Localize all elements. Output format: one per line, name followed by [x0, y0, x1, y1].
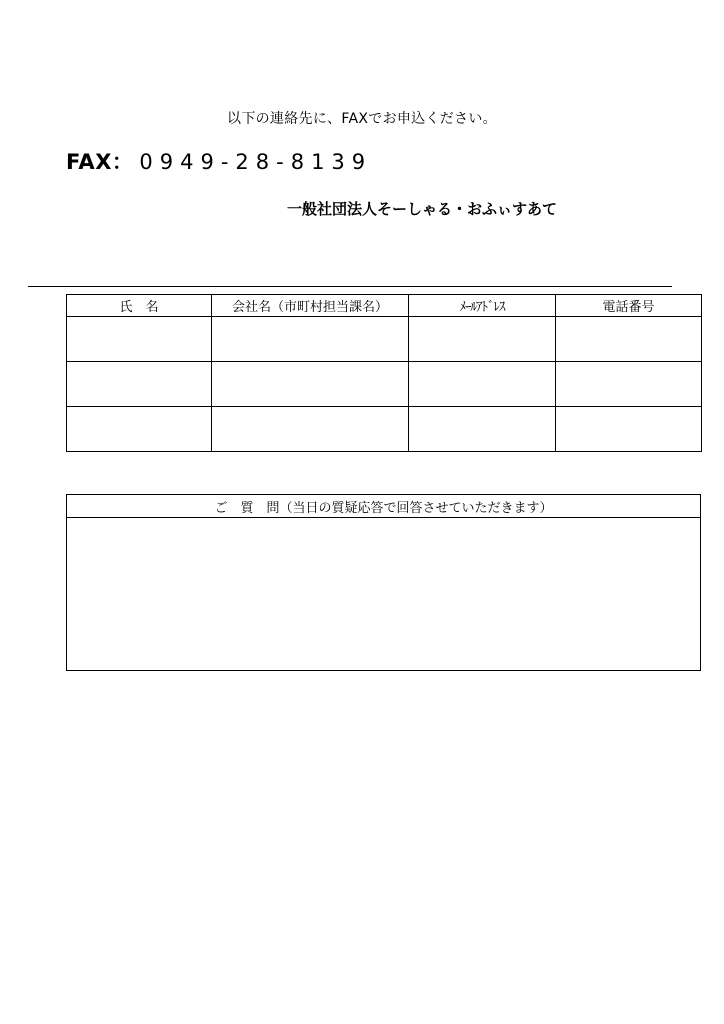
header-phone: 電話番号	[556, 295, 702, 317]
organization-name: 一般社団法人そーしゃる・おふぃすあて	[287, 200, 558, 218]
table-row	[67, 317, 702, 362]
fax-line	[66, 146, 372, 176]
header-company: 会社名（市町村担当課名）	[212, 295, 409, 317]
header-name: 氏 名	[67, 295, 212, 317]
phone-cell[interactable]	[556, 362, 702, 407]
question-content-area[interactable]	[67, 518, 701, 671]
email-cell[interactable]	[409, 362, 556, 407]
contact-table	[66, 294, 702, 452]
name-cell[interactable]	[67, 362, 212, 407]
company-cell[interactable]	[212, 362, 409, 407]
table-row	[67, 407, 702, 452]
divider-line	[28, 286, 672, 287]
company-cell[interactable]	[212, 407, 409, 452]
email-cell[interactable]	[409, 317, 556, 362]
email-cell[interactable]	[409, 407, 556, 452]
name-cell[interactable]	[67, 407, 212, 452]
name-cell[interactable]	[67, 317, 212, 362]
question-box	[66, 494, 701, 671]
table-row	[67, 362, 702, 407]
header-email: ﾒｰﾙｱﾄﾞﾚｽ	[409, 295, 556, 317]
phone-cell[interactable]	[556, 407, 702, 452]
phone-cell[interactable]	[556, 317, 702, 362]
contact-table-header-row	[67, 295, 702, 317]
fax-label: FAX：	[66, 150, 134, 174]
fax-number: 0949-28-8139	[139, 150, 373, 174]
question-header: ご 質 問（当日の質疑応答で回答させていただきます）	[67, 495, 701, 518]
instruction-text: 以下の連絡先に、FAXでお申込ください。	[227, 111, 497, 127]
company-cell[interactable]	[212, 317, 409, 362]
